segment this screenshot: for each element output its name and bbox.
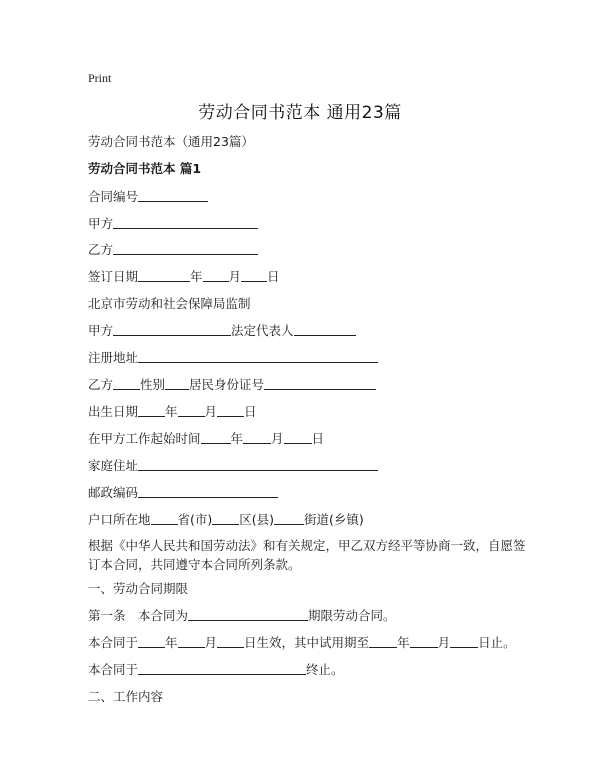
start-date-label: 在甲方工作起始时间 bbox=[88, 431, 201, 446]
probation-month-label: 月 bbox=[437, 635, 451, 650]
reg-address-label: 注册地址 bbox=[88, 350, 139, 365]
sign-year-label: 年 bbox=[190, 269, 203, 284]
hukou-line bbox=[88, 512, 364, 528]
party-b-line bbox=[88, 242, 258, 258]
id-no-label: 居民身份证号 bbox=[189, 377, 265, 392]
legal-rep-label: 法定代表人 bbox=[231, 323, 294, 338]
reg-address-blank[interactable] bbox=[138, 350, 378, 363]
probation-month-blank[interactable] bbox=[410, 635, 438, 648]
party-b-blank[interactable] bbox=[113, 242, 258, 255]
sign-month-label: 月 bbox=[228, 269, 242, 284]
end-suffix: 终止。 bbox=[306, 662, 344, 677]
birth-date-line bbox=[88, 404, 257, 420]
effective-day-blank[interactable] bbox=[217, 635, 244, 648]
effective-month-blank[interactable] bbox=[178, 635, 205, 648]
birth-month-blank[interactable] bbox=[178, 404, 205, 417]
intro-paragraph: 根据《中华人民共和国劳动法》和有关规定，甲乙双方经平等协商一致，自愿签订本合同，共同遵守本合同所列条款。 bbox=[88, 538, 526, 572]
start-month-label: 月 bbox=[271, 431, 284, 446]
home-address-label: 家庭住址 bbox=[88, 458, 139, 473]
supervisor-line: 北京市劳动和社会保障局监制 bbox=[88, 296, 251, 311]
reg-address-line bbox=[88, 350, 378, 366]
start-day-label: 日 bbox=[311, 431, 325, 446]
birth-year-label: 年 bbox=[165, 404, 178, 419]
home-address-blank[interactable] bbox=[138, 458, 378, 471]
party-a-label: 甲方 bbox=[88, 216, 114, 231]
district-label: 区(县) bbox=[239, 512, 275, 527]
end-date-blank[interactable] bbox=[138, 662, 306, 675]
legal-rep-blank[interactable] bbox=[294, 323, 356, 336]
end-date-line bbox=[88, 662, 344, 678]
contract-number-blank[interactable] bbox=[138, 189, 208, 202]
end-prefix: 本合同于 bbox=[88, 662, 139, 677]
start-day-blank[interactable] bbox=[284, 431, 312, 444]
postal-code-label: 邮政编码 bbox=[88, 485, 139, 500]
party-b-label: 乙方 bbox=[88, 242, 114, 257]
document-title: 劳动合同书范本 通用23篇 bbox=[198, 103, 402, 123]
heading-contract-term: 一、劳动合同期限 bbox=[88, 581, 189, 596]
clause-1-prefix: 第一条 本合同为 bbox=[88, 608, 189, 623]
home-address-line bbox=[88, 458, 378, 474]
sign-year-blank[interactable] bbox=[138, 269, 190, 282]
province-blank[interactable] bbox=[151, 512, 178, 525]
effective-month-label: 月 bbox=[204, 635, 218, 650]
district-blank[interactable] bbox=[212, 512, 239, 525]
gender-label: 性别 bbox=[140, 377, 166, 392]
birth-date-label: 出生日期 bbox=[88, 404, 139, 419]
birth-year-blank[interactable] bbox=[138, 404, 165, 417]
street-blank[interactable] bbox=[274, 512, 304, 525]
contract-number-line bbox=[88, 189, 208, 205]
effective-end: 日止。 bbox=[478, 635, 516, 650]
party-a-line bbox=[88, 216, 258, 232]
start-date-line bbox=[88, 431, 324, 447]
sign-date-line bbox=[88, 269, 280, 285]
birth-day-blank[interactable] bbox=[217, 404, 244, 417]
postal-code-line bbox=[88, 485, 278, 501]
party-a-label-2: 甲方 bbox=[88, 323, 114, 338]
contract-term-type-blank[interactable] bbox=[188, 608, 308, 621]
party-a-blank[interactable] bbox=[113, 216, 258, 229]
document-subtitle: 劳动合同书范本（通用23篇） bbox=[88, 134, 254, 149]
start-year-label: 年 bbox=[230, 431, 244, 446]
start-month-blank[interactable] bbox=[243, 431, 271, 444]
effective-year-label: 年 bbox=[165, 635, 178, 650]
probation-day-blank[interactable] bbox=[450, 635, 478, 648]
party-a-legal-line bbox=[88, 323, 356, 339]
id-no-blank[interactable] bbox=[264, 377, 376, 390]
effective-mid: 日生效，其中试用期至 bbox=[244, 635, 370, 650]
gender-blank[interactable] bbox=[165, 377, 189, 390]
sign-month-blank[interactable] bbox=[203, 269, 229, 282]
effective-year-blank[interactable] bbox=[138, 635, 165, 648]
party-b-name-blank[interactable] bbox=[113, 377, 140, 390]
sign-day-blank[interactable] bbox=[241, 269, 267, 282]
sign-day-label: 日 bbox=[267, 269, 280, 284]
heading-work-content: 二、工作内容 bbox=[88, 689, 164, 704]
effective-prefix: 本合同于 bbox=[88, 635, 139, 650]
effective-date-line bbox=[88, 635, 516, 651]
clause-1-line bbox=[88, 608, 396, 624]
start-year-blank[interactable] bbox=[201, 431, 231, 444]
probation-year-blank[interactable] bbox=[369, 635, 397, 648]
postal-code-blank[interactable] bbox=[138, 485, 278, 498]
party-b-label-2: 乙方 bbox=[88, 377, 114, 392]
sign-date-label: 签订日期 bbox=[88, 269, 139, 284]
clause-1-suffix: 期限劳动合同。 bbox=[308, 608, 396, 623]
section-title: 劳动合同书范本 篇1 bbox=[88, 161, 202, 176]
province-label: 省(市) bbox=[177, 512, 213, 527]
birth-month-label: 月 bbox=[204, 404, 218, 419]
party-a-name-blank[interactable] bbox=[113, 323, 231, 336]
party-b-info-line bbox=[88, 377, 376, 393]
print-label[interactable]: Print bbox=[88, 71, 112, 85]
birth-day-label: 日 bbox=[244, 404, 257, 419]
hukou-label: 户口所在地 bbox=[88, 512, 151, 527]
contract-number-label: 合同编号 bbox=[88, 189, 139, 204]
street-label: 街道(乡镇) bbox=[304, 512, 364, 527]
probation-year-label: 年 bbox=[397, 635, 410, 650]
